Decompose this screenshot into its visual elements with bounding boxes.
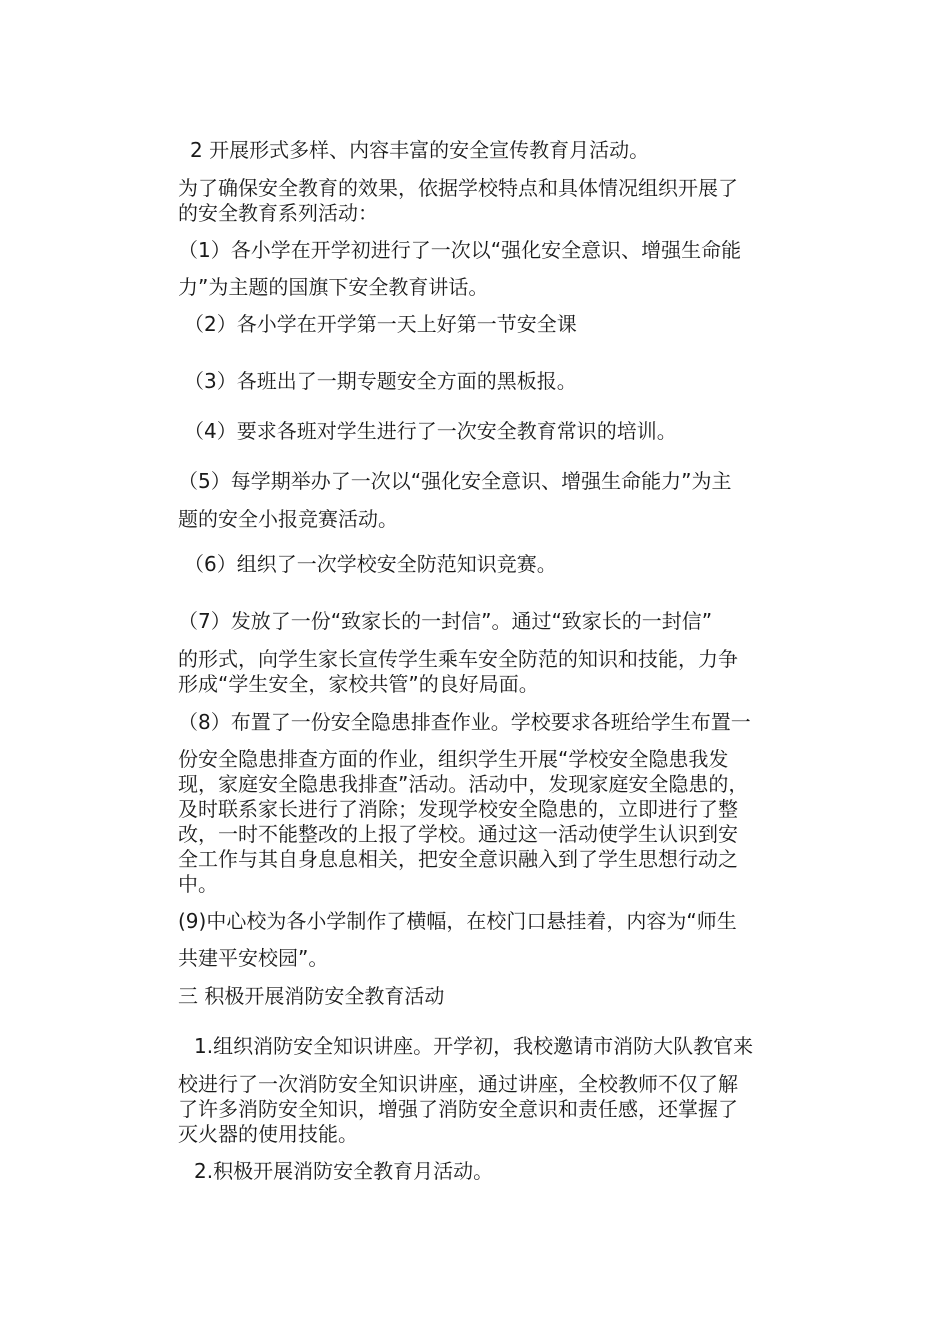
text-line: （6）组织了一次学校安全防范知识竞赛。 xyxy=(184,552,557,576)
text-line: （1）各小学在开学初进行了一次以“强化安全意识、增强生命能 xyxy=(178,238,742,262)
text-line: 灭火器的使用技能。 xyxy=(178,1122,358,1146)
text-line: 为了确保安全教育的效果，依据学校特点和具体情况组织开展了 xyxy=(178,176,738,200)
text-line: 1.组织消防安全知识讲座。开学初，我校邀请市消防大队教官来 xyxy=(194,1034,754,1058)
text-line: 改，一时不能整改的上报了学校。通过这一活动使学生认识到安 xyxy=(178,822,738,846)
text-line: 了许多消防安全知识，增强了消防安全意识和责任感，还掌握了 xyxy=(178,1097,738,1121)
text-line: （3）各班出了一期专题安全方面的黑板报。 xyxy=(184,369,577,393)
text-line: 2.积极开展消防安全教育月活动。 xyxy=(194,1159,494,1183)
text-line: (9)中心校为各小学制作了横幅，在校门口悬挂着，内容为“师生 xyxy=(178,909,737,933)
text-line: 份安全隐患排查方面的作业，组织学生开展“学校安全隐患我发 xyxy=(178,747,729,771)
text-line: 的安全教育系列活动： xyxy=(178,201,378,225)
text-line: 形成“学生安全，家校共管”的良好局面。 xyxy=(178,672,539,696)
text-line: 共建平安校园”。 xyxy=(178,946,329,970)
text-line: 现，家庭安全隐患我排查”活动。活动中，发现家庭安全隐患的， xyxy=(178,772,749,796)
text-line: （8）布置了一份安全隐患排查作业。学校要求各班给学生布置一 xyxy=(178,710,751,734)
text-line: 题的安全小报竞赛活动。 xyxy=(178,507,398,531)
text-line: 全工作与其自身息息相关，把安全意识融入到了学生思想行动之 xyxy=(178,847,738,871)
text-line: 校进行了一次消防安全知识讲座，通过讲座，全校教师不仅了解 xyxy=(178,1072,738,1096)
text-line: 2 开展形式多样、内容丰富的安全宣传教育月活动。 xyxy=(190,138,650,162)
text-line: 力”为主题的国旗下安全教育讲话。 xyxy=(178,275,489,299)
text-line: 中。 xyxy=(178,872,218,896)
text-line: 及时联系家长进行了消除；发现学校安全隐患的，立即进行了整 xyxy=(178,797,738,821)
text-line: （5）每学期举办了一次以“强化安全意识、增强生命能力”为主 xyxy=(178,469,732,493)
text-line: （7）发放了一份“致家长的一封信”。通过“致家长的一封信” xyxy=(178,609,713,633)
text-line: 的形式，向学生家长宣传学生乘车安全防范的知识和技能，力争 xyxy=(178,647,738,671)
text-line: （4）要求各班对学生进行了一次安全教育常识的培训。 xyxy=(184,419,677,443)
section-heading: 三 积极开展消防安全教育活动 xyxy=(178,984,445,1008)
text-line: （2）各小学在开学第一天上好第一节安全课 xyxy=(184,312,577,336)
